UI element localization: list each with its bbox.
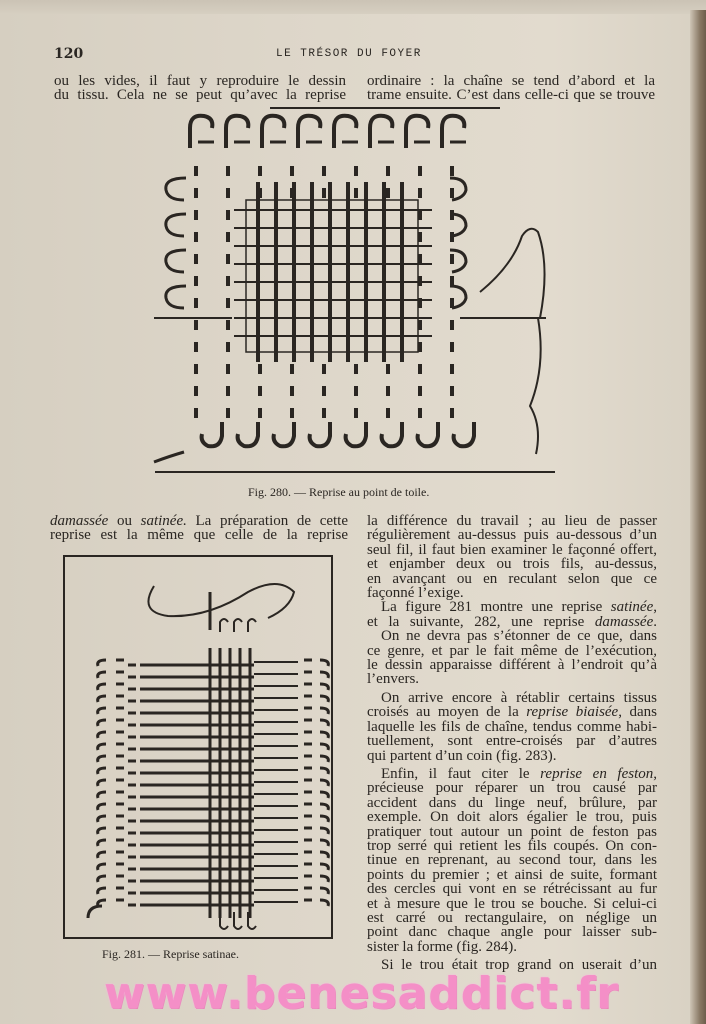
- running-header: [0, 46, 690, 66]
- text-line: ordinaire : la chaîne se tend d’abord et la: [367, 73, 655, 89]
- text-line: [50, 514, 348, 528]
- text-line: laquelle les fils de chaîne, tendus comme habi-: [367, 718, 657, 735]
- text-fragment: ,: [653, 765, 657, 782]
- text-fragment: et la suivante, 282, une reprise: [367, 613, 595, 630]
- text-fragment: croisés au moyen de la: [367, 704, 527, 721]
- figure-280-illustration: [150, 106, 570, 478]
- text-line: façonné l’exige.: [367, 585, 464, 602]
- text-line: tuellement, sont entre-croisés par d’autres: [367, 733, 657, 750]
- text-line: précieuse pour réparer un trou causé par: [367, 780, 657, 797]
- text-line: la différence du travail ; au lieu de passer: [367, 513, 657, 529]
- text-line: On arrive encore à rétablir certains tissus: [381, 689, 657, 706]
- text-line: pratiquer tout autour un point de feston pas: [367, 823, 657, 840]
- top-right-text: [367, 74, 655, 103]
- text-line: reprise est la même que celle de la reprise: [50, 527, 348, 544]
- text-line: est carré ou rectangulaire, on néglige un: [367, 909, 657, 926]
- text-fragment: ,: [653, 599, 657, 616]
- text-line: tinue en reprenant, au second tour, dans les: [367, 852, 657, 869]
- text-fragment: Enfin, il faut citer le: [381, 765, 541, 782]
- text-line: [367, 705, 657, 719]
- page-top-shadow: [0, 0, 706, 14]
- text-line: régulièrement au-dessus puis au-dessous d’un: [367, 527, 657, 544]
- page-number: 120: [54, 46, 84, 62]
- watermark: www.benesaddict.fr: [104, 968, 619, 1019]
- text-line: point danc chaque angle pour laisser sub-: [367, 924, 657, 941]
- figure-281-illustration: [58, 552, 344, 942]
- text-line: et à mesure que le trou se bouche. Si celui-ci: [367, 895, 657, 912]
- text-line: [367, 767, 657, 781]
- text-line: [367, 615, 657, 629]
- text-line: qui partent d’un coin (fig. 283).: [367, 747, 557, 764]
- text-line: en avançant ou en reculant selon que ce: [367, 570, 657, 587]
- text-line: accident dans du linge neuf, brûlure, par: [367, 794, 657, 811]
- text-line: seul fil, il faut bien examiner le façonné offert,: [367, 541, 657, 558]
- text-line: Si le trou était trop grand on userait d’un: [381, 957, 657, 974]
- text-line: [367, 600, 657, 614]
- italic-term: reprise biaisée: [526, 704, 619, 721]
- left-column-text: [50, 514, 348, 543]
- text-line: l’envers.: [367, 671, 420, 688]
- italic-term: damassée: [50, 513, 109, 529]
- book-edge: [690, 10, 706, 1024]
- top-left-text: [54, 74, 346, 103]
- text-fragment: , dans: [618, 704, 657, 721]
- figure-280-caption: Fig. 280. — Reprise au point de toile.: [248, 485, 430, 499]
- italic-term: satinée: [610, 599, 654, 616]
- text-line: exemple. On doit alors égalier le trou, puis: [367, 809, 657, 826]
- text-line: du tissu. Cela ne se peut qu’avec la reprise: [54, 87, 346, 104]
- text-fragment: .: [653, 613, 657, 630]
- text-line: et enjamber deux ou trois fils, au-dessus,: [367, 556, 657, 573]
- text-fragment: La préparation de cette: [186, 513, 348, 529]
- text-line: trame ensuite. C’est dans celle-ci que se trouve: [367, 87, 655, 104]
- figure-281-caption: Fig. 281. — Reprise satinae.: [102, 947, 239, 961]
- running-title: LE TRÉSOR DU FOYER: [276, 48, 422, 60]
- text-line: points du premier ; et ainsi de suite, formant: [367, 866, 657, 883]
- right-column-text: [367, 514, 657, 973]
- italic-term: satinée.: [140, 513, 187, 529]
- text-line: trop serré qui retient les fils coupés. On con-: [367, 837, 657, 854]
- italic-term: reprise en feston: [540, 765, 654, 782]
- text-line: ce genre, et par le fait même de l’exécution,: [367, 642, 657, 659]
- text-line: On ne devra pas s’étonner de ce que, dans: [381, 628, 657, 645]
- text-line: des cercles qui vont en se rétrécissant au fur: [367, 881, 657, 898]
- text-line: le dessin apparaisse différent à l’endroit qu’à: [367, 657, 657, 674]
- text-line: sister la forme (fig. 284).: [367, 938, 517, 955]
- text-fragment: ou: [108, 513, 141, 529]
- italic-term: damassée: [594, 613, 654, 630]
- text-line: ou les vides, il faut y reproduire le dessin: [54, 73, 346, 89]
- text-fragment: La figure 281 montre une reprise: [381, 599, 611, 616]
